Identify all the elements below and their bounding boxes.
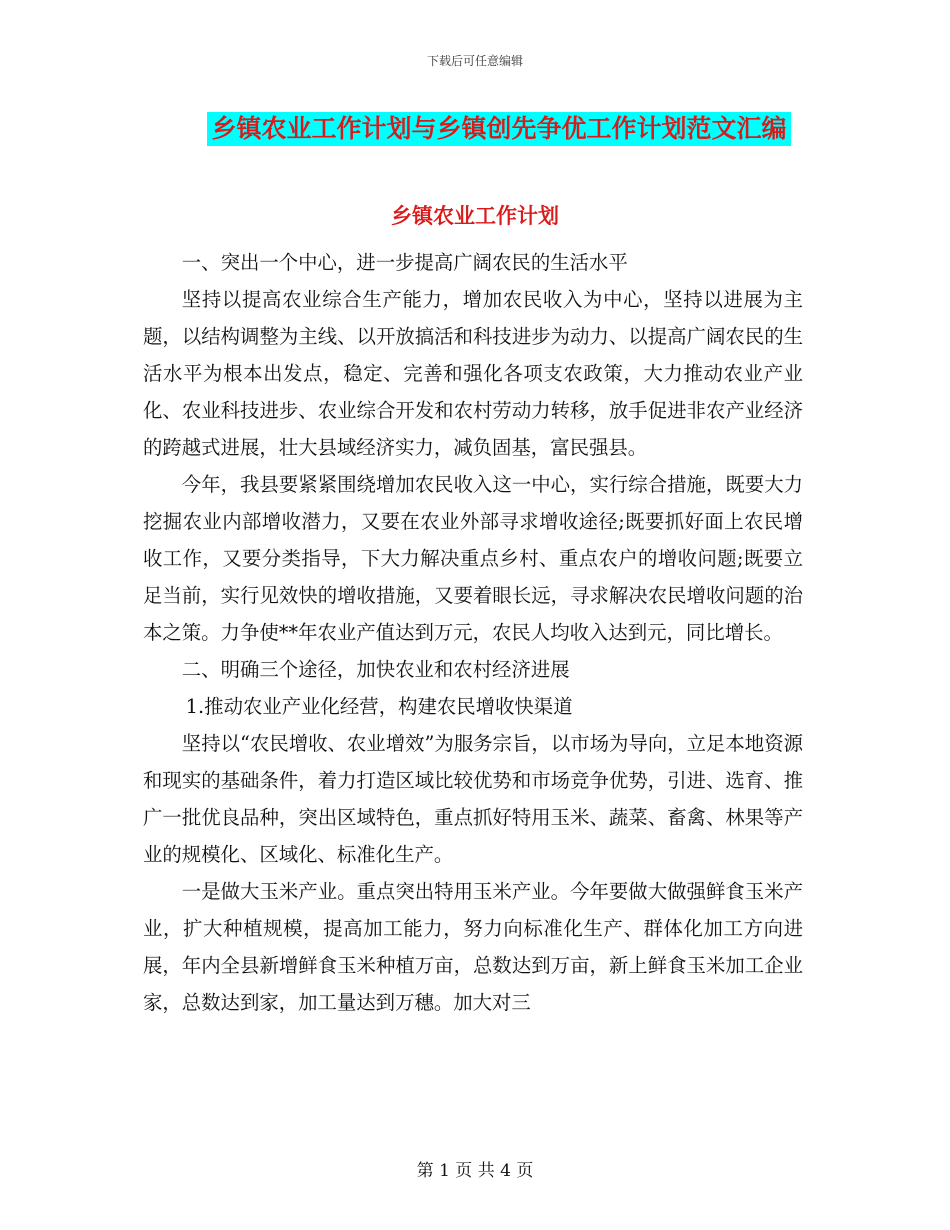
- subheading-paragraph-1: 1.推动农业产业化经营，构建农民增收快渠道: [185, 695, 573, 718]
- page-footer: 第 1 页 共 4 页: [416, 1161, 534, 1181]
- body-paragraph-3: 坚持以“农民增收、农业增效”为服务宗旨，以市场为导向，立足本地资源和现实的基础条件，着力打造区域比较优势和市场竞争优势，引进、选育、推广一批优良品种，突出区域特色，重点抓好特用玉米、蔬菜、畜禽、林果等产业的规模化、区域化、标准化生产。: [143, 732, 803, 866]
- document-title-container: [0, 112, 950, 146]
- body-paragraph-1: 坚持以提高农业综合生产能力，增加农民收入为中心，坚持以进展为主题，以结构调整为主线、以开放搞活和科技进步为动力、以提高广阔农民的生活水平为根本出发点，稳定、完善和强化各项支农政策，大力推动农业产业化、农业科技进步、农业综合开发和农村劳动力转移，放手促进非农产业经济的跨越式进展，壮大县域经济实力，减负固基，富民强县。: [143, 288, 803, 459]
- page-header-note: 下载后可任意编辑: [426, 54, 523, 68]
- heading-paragraph-1: 一、突出一个中心，进一步提高广阔农民的生活水平: [181, 251, 628, 274]
- section-title: 乡镇农业工作计划: [391, 204, 559, 228]
- body-paragraph-4: 一是做大玉米产业。重点突出特用玉米产业。今年要做大做强鲜食玉米产业，扩大种植规模，提高加工能力，努力向标准化生产、群体化加工方向进展，年内全县新增鲜食玉米种植万亩，总数达到万亩，新上鲜食玉米加工企业家，总数达到家，加工量达到万穗。加大对三: [143, 880, 803, 1014]
- document-title: 乡镇农业工作计划与乡镇创先争优工作计划范文汇编: [207, 112, 790, 146]
- document-body: [143, 244, 803, 1021]
- heading-paragraph-2: 二、明确三个途径，加快农业和农村经济进展: [181, 658, 570, 681]
- body-paragraph-2: 今年，我县要紧紧围绕增加农民收入这一中心，实行综合措施，既要大力挖掘农业内部增收潜力，又要在农业外部寻求增收途径;既要抓好面上农民增收工作，又要分类指导，下大力解决重点乡村、重点农户的增收问题;既要立足当前，实行见效快的增收措施，又要着眼长远，寻求解决农民增收问题的治本之策。力争使**年农业产值达到万元，农民人均收入达到元，同比增长。: [143, 473, 803, 644]
